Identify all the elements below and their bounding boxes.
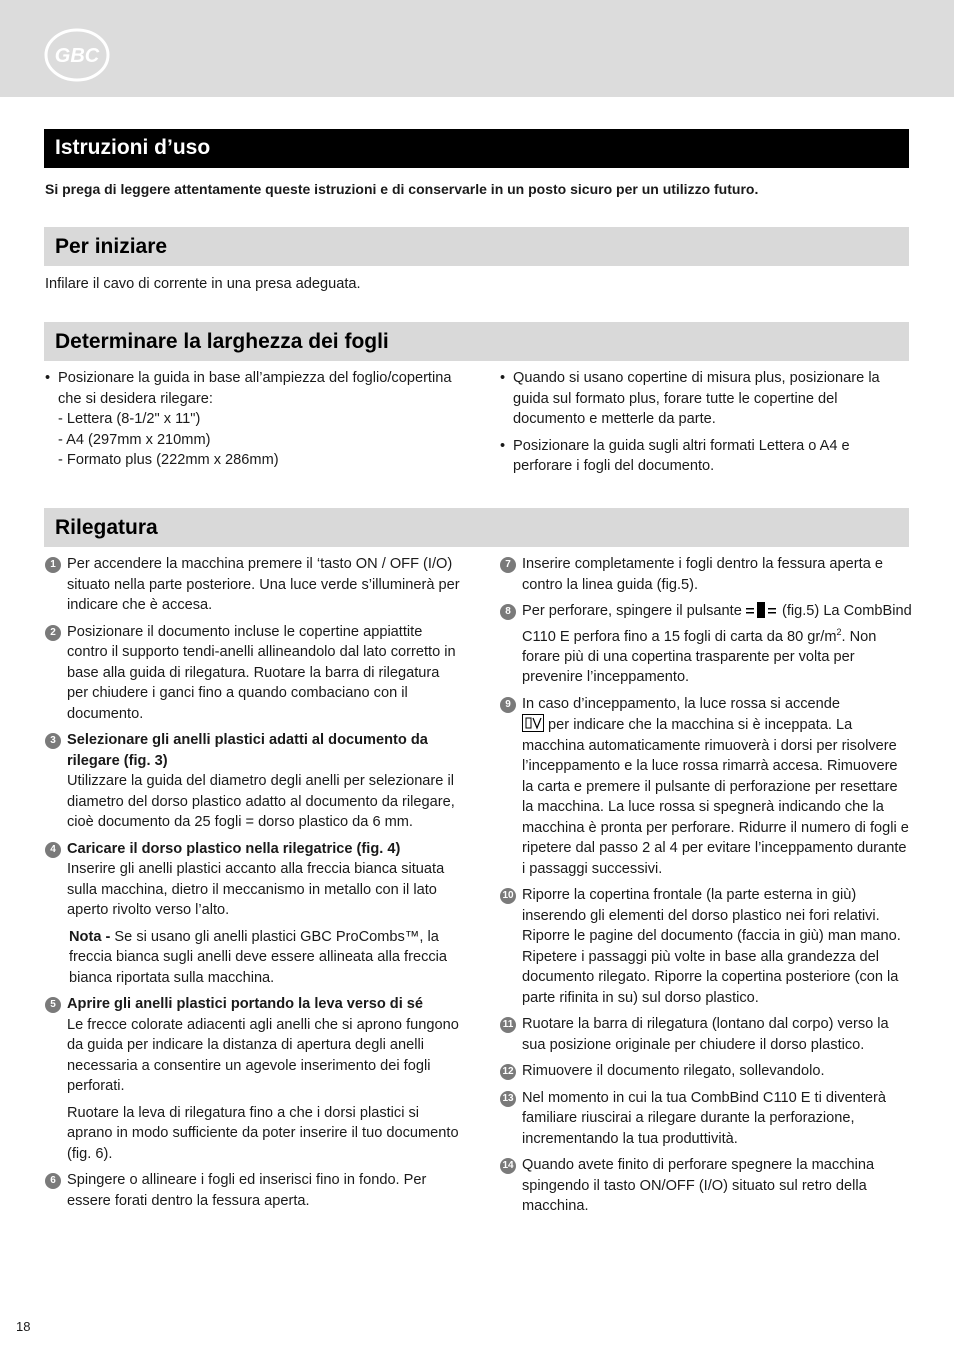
- binding-right-column: [500, 554, 912, 1223]
- step-number-badge: 2: [45, 625, 61, 641]
- list-item: [45, 368, 465, 471]
- step-note: [67, 927, 460, 989]
- section-heading-paper-width: Determinare la larghezza dei fogli: [44, 322, 909, 361]
- step-number-badge: 4: [45, 842, 61, 858]
- step-text: Per accendere la macchina premere il ‘tasto ON / OFF (I/O) situato nella parte posteriore. Una luce verde s’illuminerà per indicare che è accesa.: [67, 556, 460, 613]
- header-band: [0, 0, 954, 97]
- step-number-badge: 7: [500, 557, 516, 573]
- plus-cover-note: Quando si usano copertine di misura plus, posizionare la guida sul formato plus, forare tutte le copertine del documento e metterle da parte.: [513, 370, 880, 427]
- size-plus: - Formato plus (222mm x 286mm): [58, 452, 279, 468]
- bullet-icon: •: [500, 370, 506, 386]
- note-text: Se si usano gli anelli plastici GBC ProCombs™, la freccia bianca sugli anelli deve essere allineata alla freccia bianca riportata sulla macchina.: [69, 928, 448, 986]
- step-text: Per perforare, spingere il pulsante (fig.5) La CombBind C110 E perfora fino a 15 fogli di carta da 80 $gr/m^2$. Non forare più di una copertina trasparente per volta per prevenire l’inceppamento.: [522, 603, 912, 686]
- step-text-continued: Ruotare la leva di rilegatura fino a che i dorsi plastici si aprano in modo sufficiente da poter inserire il tuo documento (fig. 6).: [67, 1104, 459, 1162]
- step-text: Riporre la copertina frontale (la parte esterna in giù) inserendo gli elementi del dorso plastico nei fori relativi. Riporre le pagine del documento (faccia in giù) man mano. Ripetere i passaggi più volte in base alla grandezza del documento rilegato. Riporre la copertina posteriore (con la parte rifinita in su) sul dorso plastico.: [522, 887, 901, 1006]
- section-heading-getting-started: Per iniziare: [44, 227, 909, 266]
- step-3: [45, 730, 460, 833]
- size-a4: - A4 (297mm x 210mm): [58, 431, 211, 448]
- intro-text: Si prega di leggere attentamente queste istruzioni e di conservarle in un posto sicuro per un utilizzo futuro.: [45, 181, 759, 197]
- size-letter: - Lettera (8-1/2" x 11"): [58, 411, 201, 427]
- step-text: Utilizzare la guida del diametro degli anelli per selezionare il diametro del dorso plastico adatto al documento da rilegare, cioè documento da 25 fogli = dorso plastico da 6 mm.: [67, 773, 455, 830]
- bullet-icon: •: [45, 370, 51, 386]
- step-number-badge: 1: [45, 557, 61, 573]
- step-1: [45, 554, 460, 616]
- step-13: [500, 1088, 912, 1150]
- step-number-badge: 11: [500, 1017, 516, 1033]
- section-heading-binding: Rilegatura: [44, 508, 909, 547]
- gbc-logo: [43, 27, 111, 83]
- step-text: In caso d’inceppamento, la luce rossa si accende per indicare che la macchina si è inceppata. La macchina automaticamente rimuoverà i dorsi per risolvere l’inceppamento e la luce rossa rimarrà accesa. Rimuovere la carta e premere il pulsante di perforazione per resettare la macchina. La luce rossa si spegnerà indicando che la macchina è pronta per perforare. Ridurre il numero di fogli e ripetere dal passo 2 al 4 per evitare l’inceppamento durante i passaggi successivi.: [522, 695, 909, 877]
- step-8: [500, 601, 912, 688]
- step-number-badge: 12: [500, 1064, 516, 1080]
- step-text: Inserire gli anelli plastici accanto alla freccia bianca situata sulla macchina, dietro il meccanismo in metallo con il lato aperto rivolto verso l’alto.: [67, 861, 445, 918]
- step-6: [45, 1170, 460, 1211]
- jam-warning-icon: [522, 714, 544, 732]
- step-number-badge: 9: [500, 697, 516, 713]
- step-number-badge: 5: [45, 997, 61, 1013]
- step-number-badge: 10: [500, 888, 516, 904]
- punch-button-icon: [746, 602, 778, 618]
- step-12: [500, 1061, 912, 1082]
- binding-left-column: [45, 554, 460, 1217]
- step-text: Le frecce colorate adiacenti agli anelli che si aprono fungono da guida per indicare la distanza di apertura degli anelli necessaria a consentire un agevole inserimento dei fogli perforati.: [67, 1016, 459, 1094]
- step-title: Caricare il dorso plastico nella rilegatrice (fig. 4): [67, 840, 401, 857]
- other-formats-note: Posizionare la guida sugli altri formati Lettera o A4 e perforare i fogli del documento.: [513, 437, 850, 474]
- step-number-badge: 6: [45, 1173, 61, 1189]
- step-text: Rimuovere il documento rilegato, sollevandolo.: [522, 1063, 825, 1080]
- step-text: Ruotare la barra di rilegatura (lontano dal corpo) verso la sua posizione originale per chiudere il dorso plastico.: [522, 1016, 889, 1053]
- section-heading-instructions: Istruzioni d’uso: [44, 129, 909, 168]
- step-text: Spingere o allineare i fogli ed inserisci fino in fondo. Per essere forati dentro la fessura aperta.: [67, 1172, 427, 1209]
- bullet-icon: •: [500, 437, 506, 454]
- step-text: Inserire completamente i fogli dentro la fessura aperta e contro la linea guida (fig.5).: [522, 556, 883, 593]
- list-item: [500, 368, 880, 430]
- step-7: [500, 554, 912, 595]
- note-label: Nota -: [69, 928, 111, 945]
- step-number-badge: 13: [500, 1091, 516, 1107]
- step-number-badge: 8: [500, 604, 516, 620]
- page-number: 18: [16, 1319, 31, 1334]
- step-2: [45, 622, 460, 725]
- step-9: [500, 694, 912, 880]
- step-number-badge: 14: [500, 1158, 516, 1174]
- step-4: [45, 839, 460, 989]
- step-text: Nel momento in cui la tua CombBind C110 E ti diventerà familiare riuscirai a rilegare durante la perforazione, incrementando la tua produttività.: [522, 1089, 886, 1147]
- getting-started-text: Infilare il cavo di corrente in una presa adeguata.: [45, 276, 361, 292]
- step-title: Aprire gli anelli plastici portando la leva verso di sé: [67, 996, 424, 1012]
- step-10: [500, 885, 912, 1008]
- step-5: [45, 994, 460, 1164]
- step-title: Selezionare gli anelli plastici adatti al documento da rilegare (fig. 3): [67, 732, 428, 769]
- step-14: [500, 1155, 912, 1217]
- step-11: [500, 1014, 912, 1055]
- paper-width-right-column: [500, 368, 880, 483]
- step-number-badge: 3: [45, 733, 61, 749]
- step-text: Posizionare il documento incluse le copertine appiattite contro il supporto tendi-anelli allineandolo dal lato corretto in base alla guida di rilegatura. Ruotare la barra di rilegatura per chiudere i ganci fino a quando combaciano con il documento.: [67, 623, 456, 722]
- step-text: Quando avete finito di perforare spegnere la macchina spingendo il tasto ON/OFF (I/O) situato sul retro della macchina.: [522, 1157, 875, 1215]
- list-item: [500, 436, 880, 477]
- paper-width-instruction: Posizionare la guida in base all’ampiezza del foglio/copertina che si desidera rilegare:: [58, 370, 452, 407]
- paper-width-left-column: [45, 368, 465, 477]
- gbc-logo-text: GBC: [54, 45, 100, 67]
